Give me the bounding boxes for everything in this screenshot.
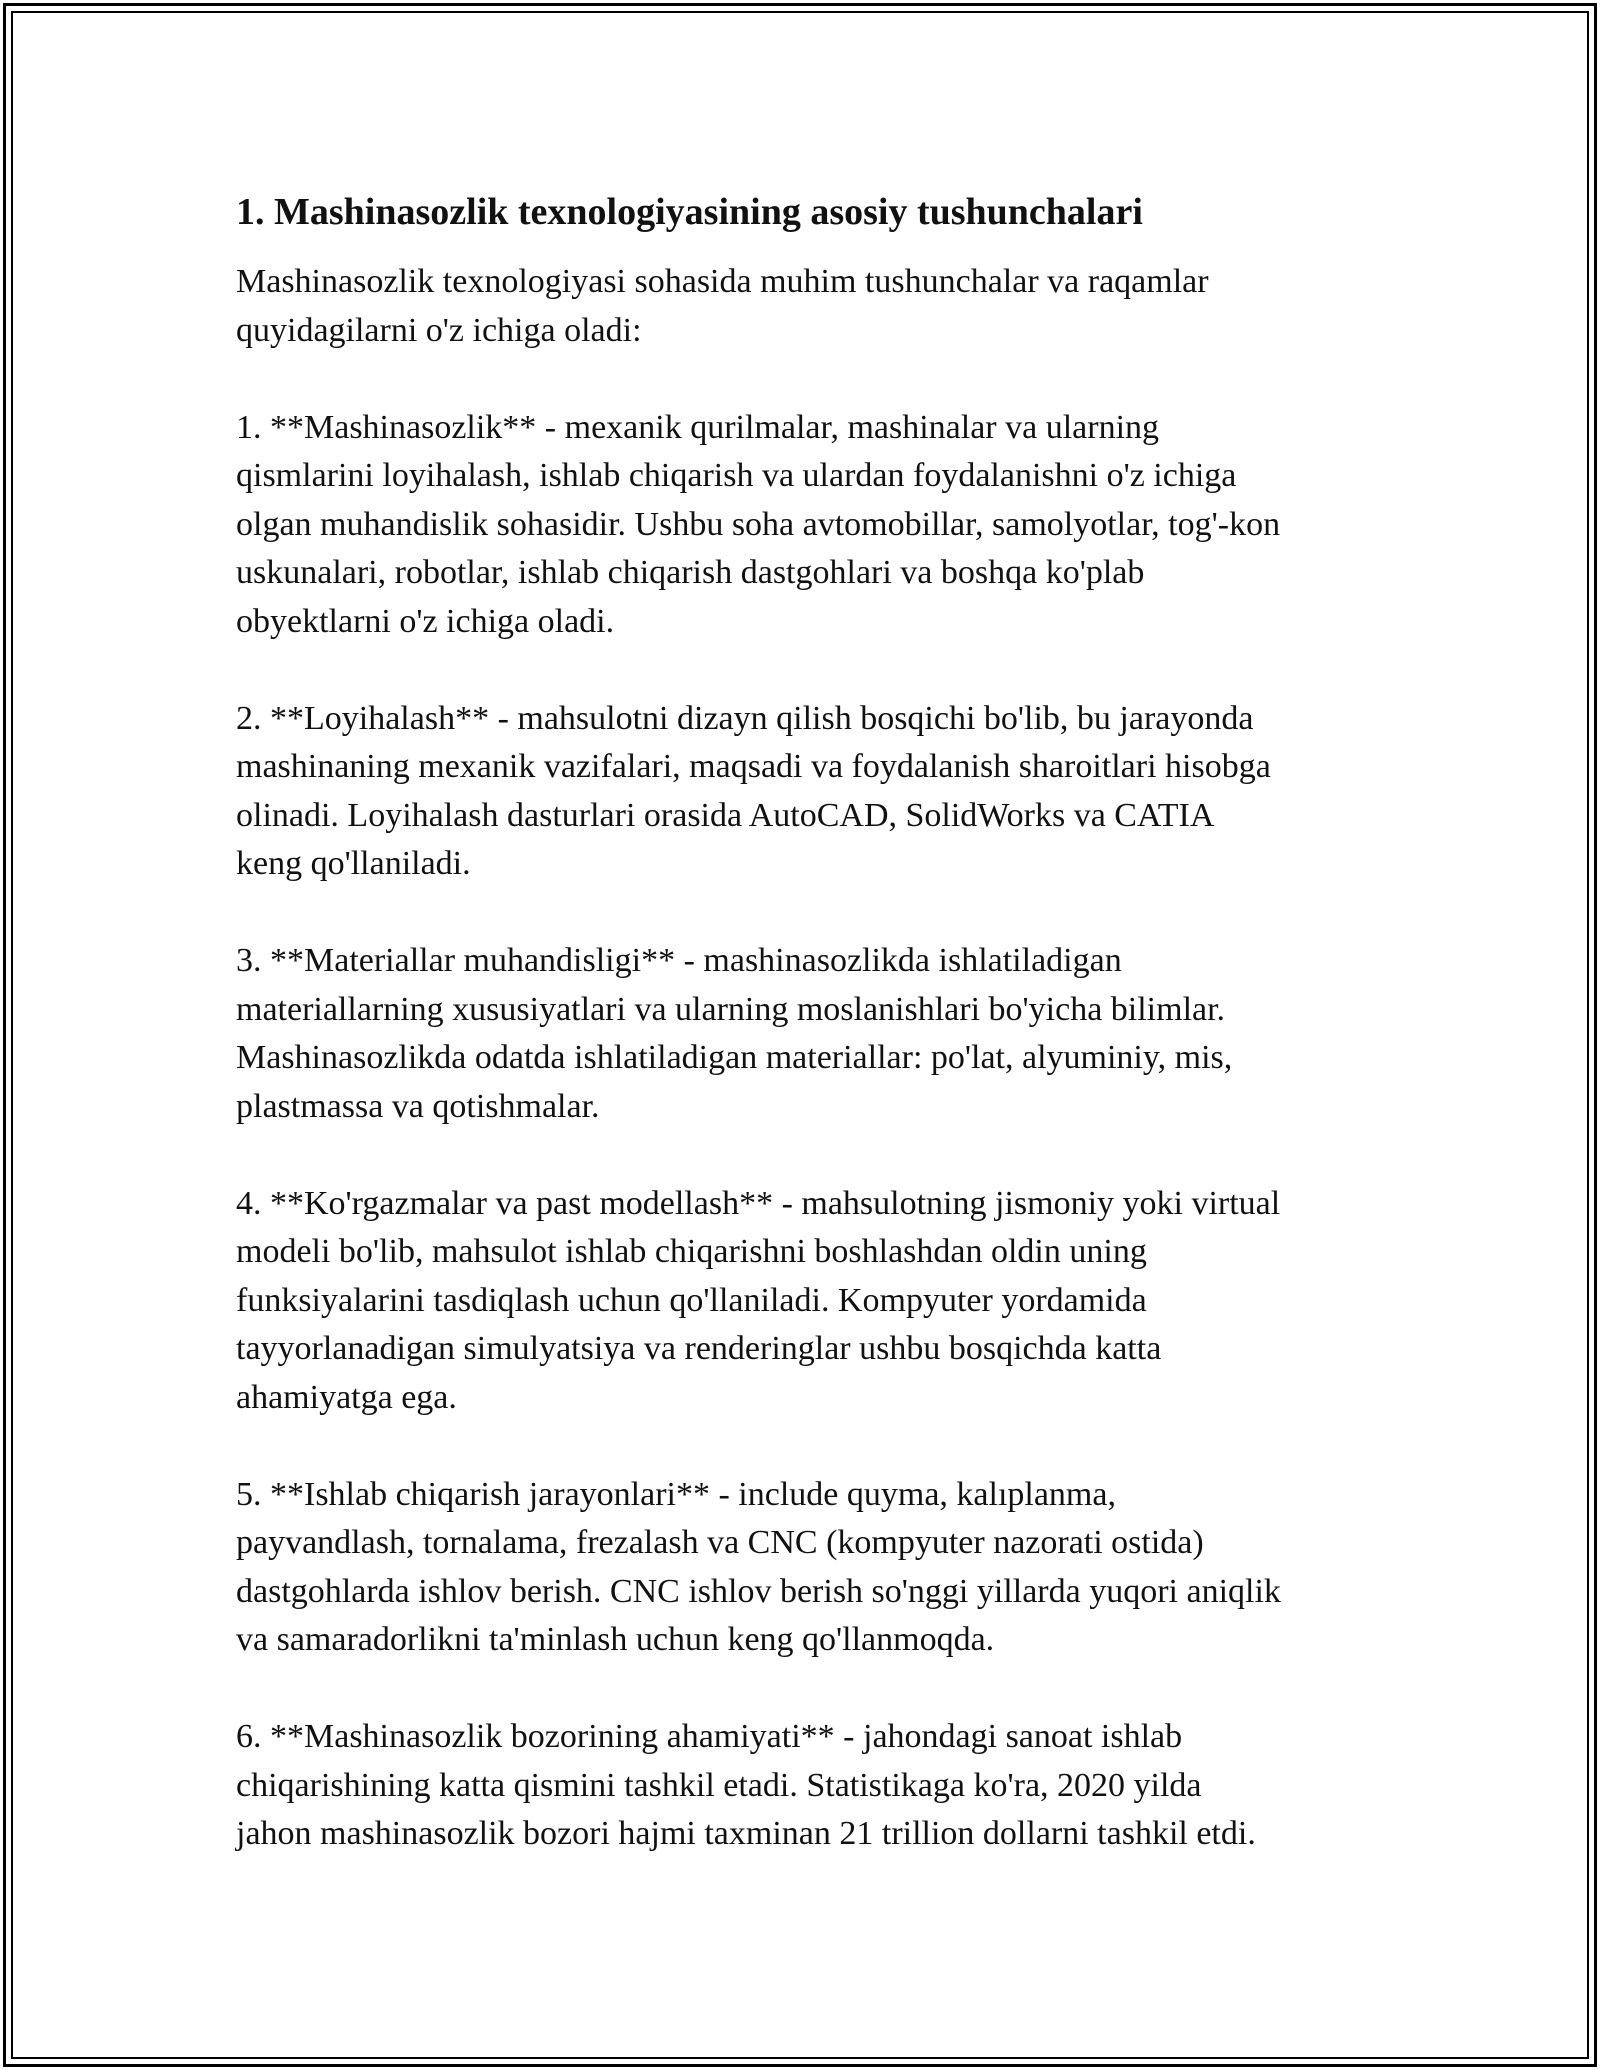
paragraph-spacer	[236, 889, 1386, 938]
paragraph-spacer	[236, 1422, 1386, 1471]
paragraph-spacer	[236, 355, 1386, 404]
section-heading: 1. Mashinasozlik texnologiyasining asosiy tushunchalari	[236, 191, 1143, 233]
list-item-ishlab-chiqarish: 5. **Ishlab chiqarish jarayonlari** - include quyma, kalıplanma, payvandlash, tornalama, frezalash va CNC (kompyuter nazorati ostida) dastgohlarda ishlov berish. CNC ishlov berish so'nggi yillarda yuqori aniqlik va samaradorlikni ta'minlash uchun keng qo'llanmoqda.	[236, 1475, 1281, 1658]
list-item-mashinasozlik: 1. **Mashinasozlik** - mexanik qurilmalar, mashinalar va ularning qismlarini loyihalash, ishlab chiqarish va ulardan foydalanishni o'z ichiga olgan muhandislik sohasidir. Ushbu soha avtomobillar, samolyotlar, tog'-kon uskunalari, robotlar, ishlab chiqarish dastgohlari va boshqa ko'plab obyektlarni o'z ichiga oladi.	[236, 408, 1281, 640]
list-item-loyihalash: 2. **Loyihalash** - mahsulotni dizayn qilish bosqichi bo'lib, bu jarayonda mashinaning mexanik vazifalari, maqsadi va foydalanish sharoitlari hisobga olinadi. Loyihalash dasturlari orasida AutoCAD, SolidWorks va CATIA keng qo'llaniladi.	[236, 699, 1271, 882]
paragraph-spacer	[236, 1131, 1386, 1180]
list-item-korgazmalar: 4. **Ko'rgazmalar va past modellash** - mahsulotning jismoniy yoki virtual modeli bo'lib, mahsulot ishlab chiqarishni boshlashdan oldin uning funksiyalarini tasdiqlash uchun qo'llaniladi. Kompyuter yordamida tayyorlanadigan simulyatsiya va renderinglar ushbu bosqichda katta ahamiyatga ega.	[236, 1184, 1281, 1416]
paragraph-spacer	[236, 646, 1386, 695]
intro-paragraph: Mashinasozlik texnologiyasi sohasida muhim tushunchalar va raqamlar quyidagilarni o'z ichiga oladi:	[236, 263, 1209, 349]
document-body	[236, 186, 1386, 1859]
list-item-bozor: 6. **Mashinasozlik bozorining ahamiyati** - jahondagi sanoat ishlab chiqarishining katta qismini tashkil etadi. Statistikaga ko'ra, 2020 yilda jahon mashinasozlik bozori hajmi taxminan 21 trillion dollarni tashkil etdi.	[236, 1718, 1256, 1852]
paragraph-spacer	[236, 1665, 1386, 1714]
list-item-materiallar: 3. **Materiallar muhandisligi** - mashinasozlikda ishlatiladigan materiallarning xususiyatlari va ularning moslanishlari bo'yicha bilimlar. Mashinasozlikda odatda ishlatiladigan materiallar: po'lat, alyuminiy, mis, plastmassa va qotishmalar.	[236, 942, 1233, 1125]
